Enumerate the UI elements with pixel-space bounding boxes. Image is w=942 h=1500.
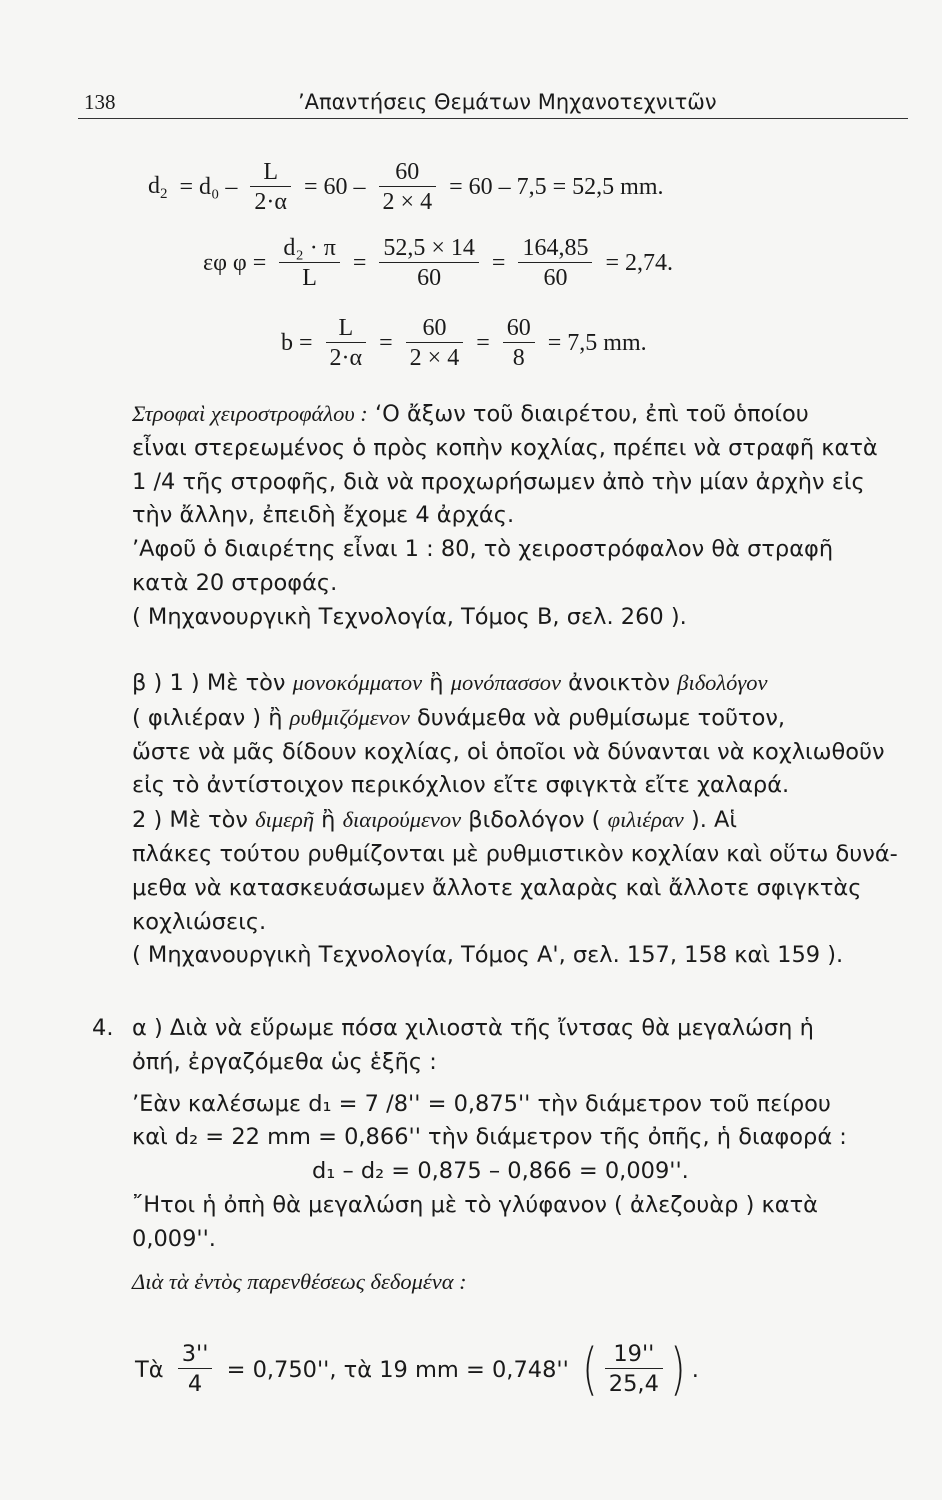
paragraph-hole-enlargement: α ) Διὰ νὰ εὕρωμε πόσα χιλιοστὰ τῆς ἴντσας θὰ μεγαλώση ἡ ὀπή, ἐργαζόμεθα ὡς ἑξῆς : ’Εὰν καλέσωμε d₁ = 7 /8'' = 0,875'' τὴν διάμετρον τοῦ πείρου καὶ d₂ = 22 mm = 0,866'' τὴν διάμετρον τῆς ὀπῆς, ἡ διαφορά : d₁ – d₂ = 0,875 – 0,866 = 0,009''. ῎Ητοι ἡ ὀπὴ θὰ μεγαλώση μὲ τὸ γλύφανον ( ἀλεζουὰρ ) κατὰ 0,009''. Διὰ τὰ ἐντὸς παρενθέσεως δεδομένα : (132, 1012, 922, 1298)
reference: ( Μηχανουργικὴ Τεχνολογία, Τόμος Β, σελ. 260 ). (132, 603, 687, 630)
fraction: $\frac{164,85}{60}$ (518, 234, 592, 293)
fraction: $\frac{L}{2\cdot\alpha}$ (250, 158, 291, 217)
fraction: $\frac{L}{2\cdot\alpha}$ (326, 314, 367, 373)
difference-equation: d₁ – d₂ = 0,875 – 0,866 = 0,009''. (312, 1158, 689, 1185)
fraction: $\frac{3''}{4}$ (178, 1340, 213, 1399)
fraction: $\frac{19''}{25,4}$ (605, 1340, 663, 1399)
equation-d2: $d_2 = d_0$ – $\frac{L}{2\cdot\alpha}$ = 60 – $\frac{60}{2 \times 4}$ = 60 – 7,5 = 52,5 mm. (148, 159, 664, 215)
fraction: $\frac{60}{8}$ (503, 314, 535, 373)
reference: ( Μηχανουργικὴ Τεχνολογία, Τόμος Α', σελ. 157, 158 καὶ 159 ). (132, 942, 844, 969)
fraction: $\frac{60}{2 \times 4}$ (379, 158, 437, 217)
page-number: 138 (84, 90, 116, 114)
fraction: $\frac{60}{2 \times 4}$ (406, 314, 464, 373)
italic-subheading: Διὰ τὰ ἐντὸς παρενθέσεως δεδομένα : (132, 1268, 467, 1294)
item-number: 4. (92, 1015, 114, 1041)
equation-tan-phi: εφ φ = $\frac{\text{d₂ · π}}{L}$ = $\frac{52,5 \times 14}{60}$ = $\frac{164,85}{60}$ = 2,74. (203, 235, 673, 291)
paragraph-dies: β ) 1 ) Μὲ τὸν μονοκόμματον ἢ μονόπασσον ἀνοικτὸν βιδολόγον ( φιλιέραν ) ἢ ρυθμιζόμενον δυνάμεθα νὰ ρυθμίσωμε τοῦτον, ὥστε νὰ μᾶς δίδουν κοχλίας, οἱ ὁποῖοι νὰ δύνανται νὰ κοχλιωθοῦν εἰς τὸ ἀντίστοιχον περικόχλιον εἴτε σφιγκτὰ εἴτε χαλαρά. 2 ) Μὲ τὸν διμερῆ ἢ διαιρούμενον βιδολόγον ( φιλιέραν ). Αἱ πλάκες τούτου ρυθμίζονται μὲ ρυθμιστικὸν κοχλίαν καὶ οὕτω δυνά- μεθα νὰ κατασκευάσωμεν ἄλλοτε χαλαρὰς καὶ ἄλλοτε σφιγκτὰς κοχλιώσεις. ( Μηχανουργικὴ Τεχνολογία, Τόμος Α', σελ. 157, 158 καὶ 159 ). (132, 666, 922, 973)
page-header (78, 88, 908, 119)
running-title: ’Απαντήσεις Θεμάτων Μηχανοτεχνιτῶν (298, 90, 717, 114)
fraction: $\frac{\text{d₂ · π}}{L}$ (279, 234, 339, 293)
italic-heading: Στροφαὶ χειροστροφάλου : (132, 401, 368, 426)
equation-b: b = $\frac{L}{2\cdot\alpha}$ = $\frac{60}{2 \times 4}$ = $\frac{60}{8}$ = 7,5 mm. (281, 315, 647, 371)
fraction: $\frac{52,5 \times 14}{60}$ (379, 234, 479, 293)
paragraph-crank-turns: Στροφαὶ χειροστροφάλου : ‘Ο ἄξων τοῦ διαιρέτου, ἐπὶ τοῦ ὁποίου εἶναι στερεωμένος ὁ πρὸς κοπὴν κοχλίας, πρέπει νὰ στραφῆ κατὰ 1 /4 τῆς στροφῆς, διὰ νὰ προχωρήσωμεν ἀπὸ τὴν μίαν ἀρχὴν εἰς τὴν ἄλλην, ἐπειδὴ ἔχομε 4 ἀρχάς. ’Αφοῦ ὁ διαιρέτης εἶναι 1 : 80, τὸ χειροστρόφαλον θὰ στραφῆ κατὰ 20 στροφάς. ( Μηχανουργικὴ Τεχνολογία, Τόμος Β, σελ. 260 ). (132, 397, 922, 635)
conversion-line: Τὰ $\frac{3''}{4}$ = 0,750'', τὰ 19 mm = 0,748'' ( $\frac{19''}{25,4}$ ) . (135, 1336, 699, 1402)
